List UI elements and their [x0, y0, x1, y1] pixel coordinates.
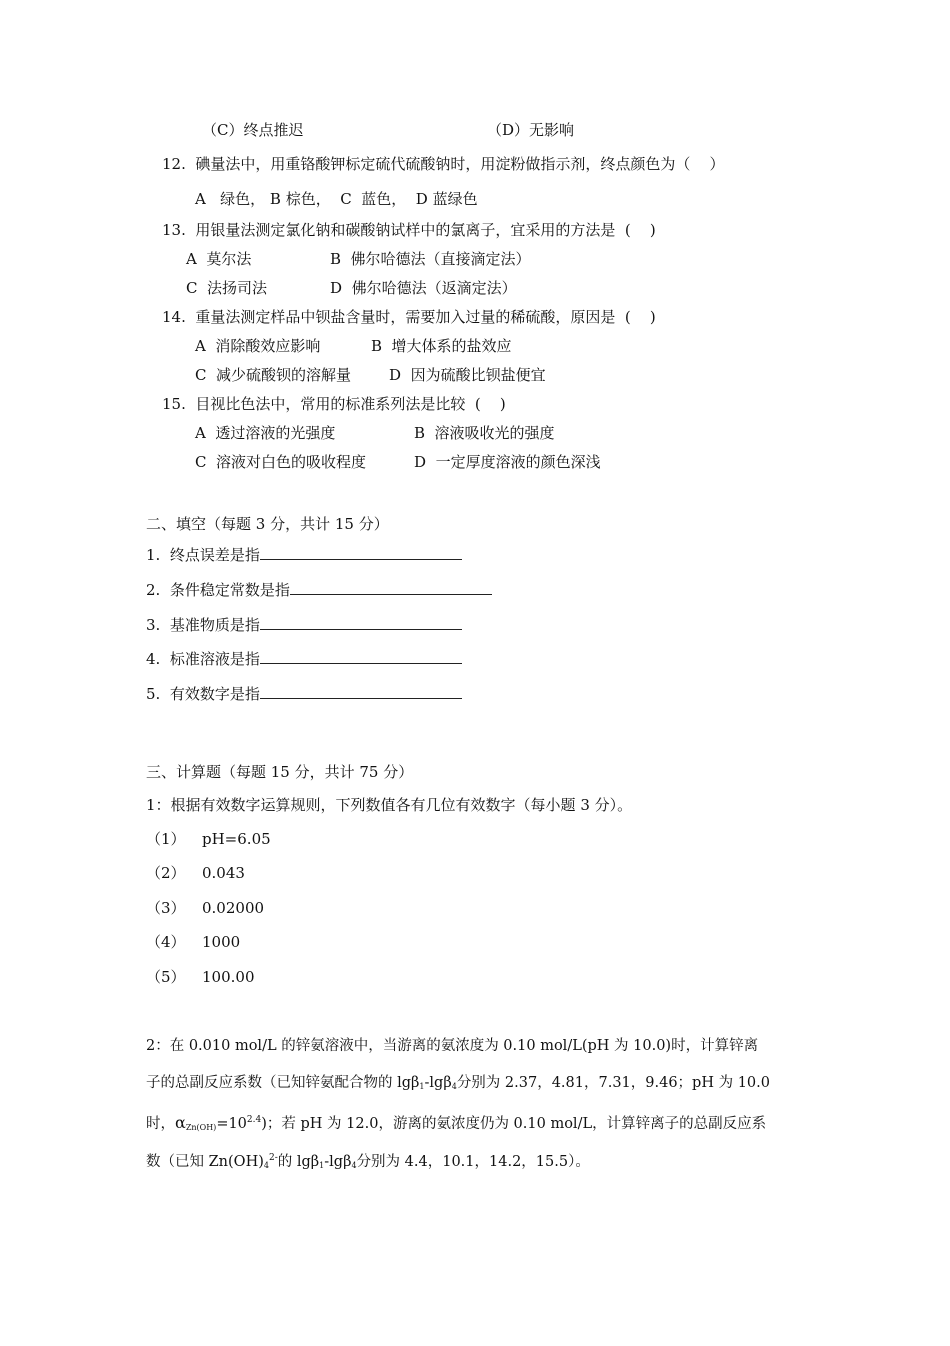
- q15-option-b: B 溶液吸收光的强度: [414, 424, 555, 442]
- fill-item-4: [146, 648, 462, 669]
- text-run: )；若 pH 为 12.0，游离的氨浓度仍为 0.10 mol/L，计算锌离子的总副反应系: [261, 1116, 767, 1132]
- fill-item-label: 3. 基准物质是指: [146, 616, 260, 634]
- alpha-symbol: α: [175, 1113, 186, 1132]
- q14-option-a: A 消除酸效应影响: [195, 337, 321, 355]
- item-value: 100.00: [202, 968, 255, 986]
- item-number: （3）: [146, 899, 186, 917]
- item-number: （5）: [146, 968, 186, 986]
- item-value: 1000: [202, 933, 241, 951]
- answer-blank[interactable]: [260, 683, 462, 699]
- item-value: 0.02000: [202, 899, 265, 917]
- answer-blank[interactable]: [260, 544, 462, 560]
- q14-stem: 14. 重量法测定样品中钡盐含量时，需要加入过量的稀硫酸，原因是 ( ): [162, 308, 656, 326]
- text-run: 子的总副反应系数（已知锌氨配合物的 lgβ: [146, 1075, 420, 1091]
- calc-q1-stem: 1：根据有效数字运算规则，下列数值各有几位有效数字（每小题 3 分）。: [146, 796, 633, 814]
- fill-item-1: [146, 544, 462, 565]
- calc-q1-item-5: [146, 967, 255, 987]
- q14-option-d: D 因为硫酸比钡盐便宜: [389, 366, 546, 384]
- section3-title: 三、计算题（每题 15 分，共计 75 分）: [146, 763, 414, 781]
- q12-options: A 绿色， B 棕色， C 蓝色， D 蓝绿色: [195, 190, 478, 208]
- item-value: pH=6.05: [202, 830, 271, 848]
- item-number: （2）: [146, 864, 186, 882]
- q11-option-d: （D）无影响: [487, 121, 575, 139]
- calc-q1-item-2: [146, 863, 245, 883]
- fill-item-5: [146, 683, 462, 704]
- q14-option-c: C 减少硫酸钡的溶解量: [195, 366, 352, 384]
- fill-item-label: 2. 条件稳定常数是指: [146, 581, 290, 599]
- subscript: 4: [451, 1082, 457, 1091]
- fill-item-label: 4. 标准溶液是指: [146, 650, 260, 668]
- q13-option-b: B 佛尔哈德法（直接滴定法）: [330, 250, 531, 268]
- calc-q2-line-2: [146, 1073, 770, 1097]
- fill-item-2: [146, 579, 492, 600]
- text-run: 时，: [146, 1116, 175, 1132]
- text-run: 分别为 2.37，4.81，7.31，9.46；pH 为 10.0: [456, 1075, 770, 1091]
- q15-option-c: C 溶液对白色的吸收程度: [195, 453, 367, 471]
- fill-item-3: [146, 614, 462, 635]
- subscript: Zn(OH): [185, 1123, 217, 1132]
- fill-item-label: 5. 有效数字是指: [146, 685, 260, 703]
- calc-q2-line-1: 2：在 0.010 mol/L 的锌氨溶液中，当游离的氨浓度为 0.10 mol/L(pH 为 10.0)时，计算锌离: [146, 1038, 759, 1054]
- superscript: 2.4: [246, 1115, 262, 1125]
- calc-q1-item-4: [146, 932, 240, 952]
- q15-option-a: A 透过溶液的光强度: [195, 424, 336, 442]
- answer-blank[interactable]: [260, 648, 462, 664]
- q15-option-d: D 一定厚度溶液的颜色深浅: [414, 453, 601, 471]
- calc-q1-item-3: [146, 898, 264, 918]
- q13-option-a: A 莫尔法: [186, 250, 252, 268]
- q13-stem: 13. 用银量法测定氯化钠和碳酸钠试样中的氯离子，宜采用的方法是 ( ): [162, 221, 656, 239]
- answer-blank[interactable]: [290, 579, 492, 595]
- answer-blank[interactable]: [260, 614, 462, 630]
- fill-item-label: 1. 终点误差是指: [146, 546, 260, 564]
- section2-title: 二、填空（每题 3 分，共计 15 分）: [146, 515, 389, 533]
- item-number: （1）: [146, 830, 186, 848]
- subscript: 1: [319, 1161, 325, 1170]
- text-run: 的 lgβ: [277, 1154, 320, 1170]
- q13-option-d: D 佛尔哈德法（返滴定法）: [330, 279, 517, 297]
- subscript: 4: [351, 1161, 357, 1170]
- q14-option-b: B 增大体系的盐效应: [371, 337, 512, 355]
- superscript: 2-: [268, 1153, 278, 1163]
- calc-q1-item-1: [146, 829, 271, 849]
- q13-option-c: C 法扬司法: [186, 279, 268, 297]
- text-run: -lgβ: [424, 1075, 452, 1091]
- calc-q2-line-3: [146, 1110, 766, 1138]
- subscript: 4: [263, 1161, 269, 1170]
- text-run: =10: [216, 1116, 247, 1132]
- text-run: 分别为 4.4，10.1，14.2，15.5）。: [356, 1154, 590, 1170]
- q11-option-c: （C）终点推迟: [202, 121, 304, 139]
- text-run: 数（已知 Zn(OH): [146, 1154, 264, 1170]
- subscript: 1: [419, 1082, 425, 1091]
- q15-stem: 15. 目视比色法中，常用的标准系列法是比较 ( ): [162, 395, 506, 413]
- calc-q2-line-4: [146, 1148, 590, 1176]
- q12-stem: 12. 碘量法中，用重铬酸钾标定硫代硫酸钠时，用淀粉做指示剂，终点颜色为（ ）: [162, 155, 725, 173]
- item-number: （4）: [146, 933, 186, 951]
- text-run: -lgβ: [324, 1154, 352, 1170]
- item-value: 0.043: [202, 864, 245, 882]
